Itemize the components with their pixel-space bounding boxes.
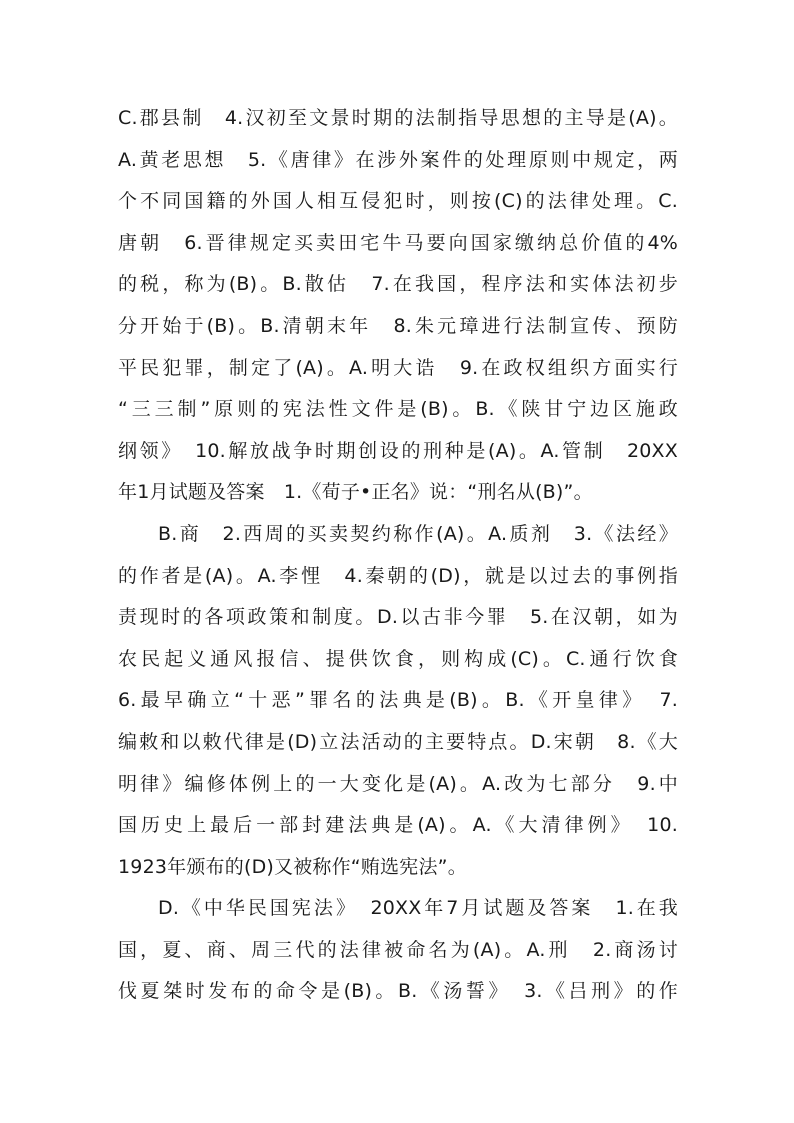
paragraph-2 <box>118 514 678 888</box>
text-line: 年1月试题及答案 1.《荀子•正名》说：“刑名从(B)”。 <box>118 481 593 504</box>
text-line: 的税，称为(B)。B.散估 7.在我国，程序法和实体法初步 <box>118 273 678 296</box>
text-line: 伐夏桀时发布的命令是(B)。B.《汤誓》 3.《吕刑》的作 <box>118 980 678 1003</box>
text-line: 责现时的各项政策和制度。D.以古非今罪 5.在汉朝，如为 <box>118 606 678 629</box>
text-line: D.《中华民国宪法》 20XX年7月试题及答案 1.在我 <box>158 897 678 920</box>
text-line: 的作者是(A)。A.李悝 4.秦朝的(D)，就是以过去的事例指 <box>118 564 678 587</box>
text-line: 1923年颁布的(D)又被称作“贿选宪法”。 <box>118 855 467 878</box>
text-line: 6.最早确立“十恶”罪名的法典是(B)。B.《开皇律》 7. <box>118 689 678 712</box>
text-line: C.郡县制 4.汉初至文景时期的法制指导思想的主导是(A)。 <box>118 107 678 129</box>
text-line: 分开始于(B)。B.清朝末年 8.朱元璋进行法制宣传、预防 <box>118 314 678 337</box>
text-line: 平民犯罪，制定了(A)。A.明大诰 9.在政权组织方面实行 <box>118 356 678 379</box>
text-line: 唐朝 6.晋律规定买卖田宅牛马要向国家缴纳总价值的4% <box>118 231 678 254</box>
paragraph-3 <box>118 888 678 1013</box>
document-body <box>118 98 678 1013</box>
text-line: 纲领》 10.解放战争时期创设的刑种是(A)。A.管制 20XX <box>118 439 678 462</box>
text-line: A.黄老思想 5.《唐律》在涉外案件的处理原则中规定，两 <box>118 148 678 171</box>
text-line: “三三制”原则的宪法性文件是(B)。B.《陕甘宁边区施政 <box>118 398 678 421</box>
text-line: 编敕和以敕代律是(D)立法活动的主要特点。D.宋朝 8.《大 <box>118 730 678 753</box>
text-line: B.商 2.西周的买卖契约称作(A)。A.质剂 3.《法经》 <box>158 522 678 545</box>
text-line: 国历史上最后一部封建法典是(A)。A.《大清律例》 10. <box>118 814 678 837</box>
text-line: 国，夏、商、周三代的法律被命名为(A)。A.刑 2.商汤讨 <box>118 938 678 961</box>
text-line: 明律》编修体例上的一大变化是(A)。A.改为七部分 9.中 <box>118 772 678 795</box>
paragraph-1 <box>118 98 678 514</box>
text-line: 农民起义通风报信、提供饮食，则构成(C)。C.通行饮食 <box>118 647 678 670</box>
text-line: 个不同国籍的外国人相互侵犯时，则按(C)的法律处理。C. <box>118 190 678 213</box>
